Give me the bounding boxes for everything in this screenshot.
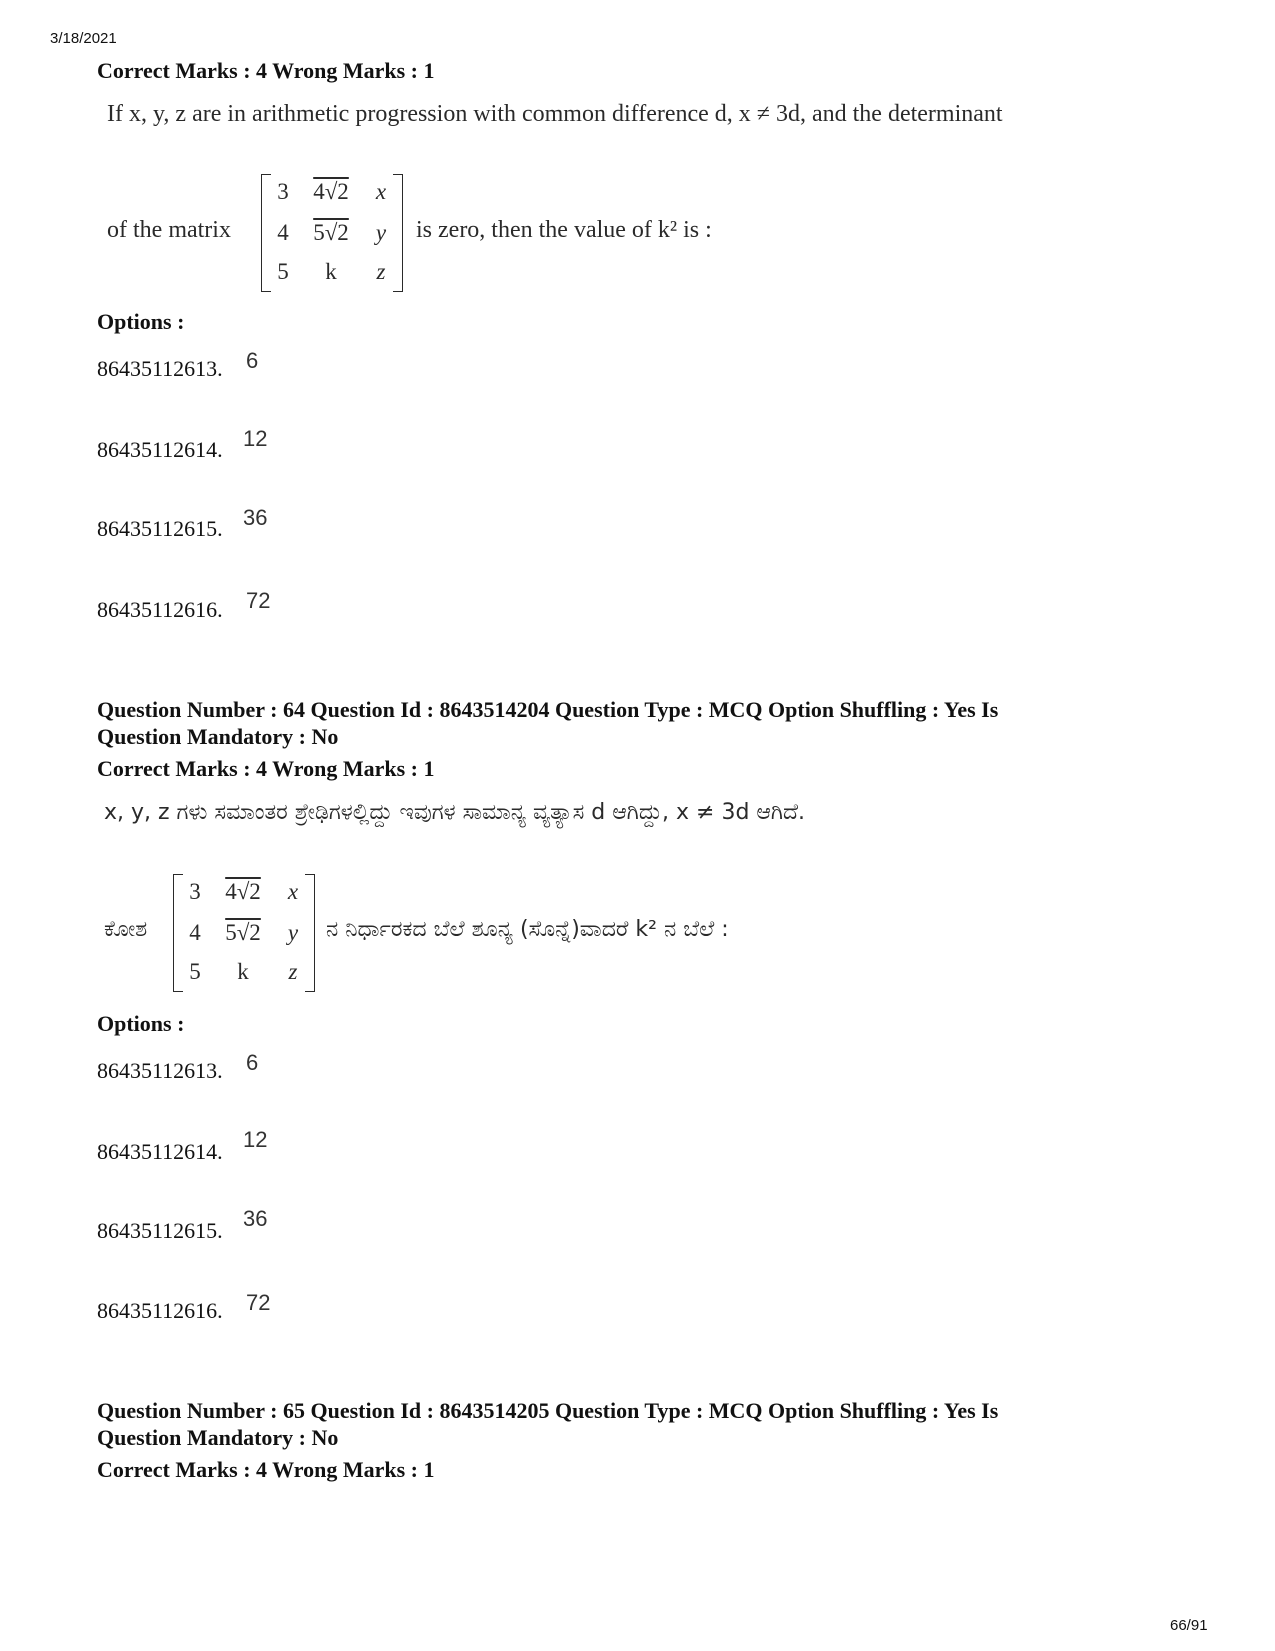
options-label: Options : [97,1011,185,1036]
question-stem-line1: x, y, z ಗಳು ಸಮಾಂತರ ಶ್ರೇಢಿಗಳಲ್ಲಿದ್ದು ಇವುಗಳ ಸಾಮಾನ್ಯ ವ್ಯತ್ಯಾಸ d ಆಗಿದ್ದು, x ≠ 3d ಆಗಿದೆ. [104,800,806,825]
marks-line: Correct Marks : 4 Wrong Marks : 1 [97,1457,435,1482]
matrix-cell: 4 [277,220,289,245]
matrix-cell: 5 [277,259,289,284]
matrix-cell: k [325,259,337,284]
options-label: Options : [97,309,185,334]
option-value: 36 [243,1206,268,1231]
option-id: 86435112615. [97,516,223,541]
matrix-right-bracket [305,874,315,992]
matrix-cell: z [376,259,386,284]
question-stem-prefix: ಕೋಶ [104,917,148,942]
matrix-cell: 4√2 [313,179,349,204]
matrix-right-bracket [393,174,403,292]
matrix-cell: y [375,220,387,245]
question-meta-line2: Question Mandatory : No [97,724,339,749]
option-value: 6 [246,348,259,373]
matrix-cell: 3 [277,179,289,204]
page-number: 66/91 [1170,1617,1208,1634]
matrix-cell: 4 [189,920,201,945]
option-value: 12 [243,426,268,451]
option-id: 86435112614. [97,437,223,462]
question-meta-line1: Question Number : 64 Question Id : 8643514204 Question Type : MCQ Option Shuffling : Yes Is [97,697,999,722]
matrix-cell: y [287,920,299,945]
matrix-left-bracket [261,174,271,292]
option-id: 86435112613. [97,1058,223,1083]
option-value: 6 [246,1050,259,1075]
question-meta-line2: Question Mandatory : No [97,1425,339,1450]
option-id: 86435112613. [97,356,223,381]
question-meta-line1: Question Number : 65 Question Id : 8643514205 Question Type : MCQ Option Shuffling : Yes Is [97,1398,999,1423]
option-id: 86435112615. [97,1218,223,1243]
option-id: 86435112616. [97,1298,223,1323]
question-stem-suffix: ನ ನಿರ್ಧಾರಕದ ಬೆಲೆ ಶೂನ್ಯ (ಸೊನ್ನೆ)ವಾದರೆ k² ನ ಬೆಲೆ : [326,917,729,942]
matrix-cell: x [287,879,299,904]
question-stem-line1: If x, y, z are in arithmetic progression with common difference d, x ≠ 3d, and the determinant [107,101,1003,127]
marks-line: Correct Marks : 4 Wrong Marks : 1 [97,58,435,83]
matrix-cell: 4√2 [225,879,261,904]
option-id: 86435112614. [97,1139,223,1164]
matrix-cell: 5√2 [225,920,261,945]
matrix-cell: z [288,959,298,984]
matrix-cell: x [375,179,387,204]
matrix-cell: k [237,959,249,984]
marks-line: Correct Marks : 4 Wrong Marks : 1 [97,756,435,781]
option-value: 12 [243,1127,268,1152]
option-value: 36 [243,505,268,530]
matrix-cell: 3 [189,879,201,904]
question-stem-prefix: of the matrix [107,217,231,243]
option-value: 72 [246,1290,271,1315]
matrix-left-bracket [173,874,183,992]
option-value: 72 [246,588,271,613]
determinant-matrix [261,174,403,290]
matrix-cell: 5 [189,959,201,984]
option-id: 86435112616. [97,597,223,622]
print-date: 3/18/2021 [50,30,117,47]
question-stem-suffix: is zero, then the value of k² is : [416,217,712,243]
determinant-matrix [173,874,315,990]
matrix-cell: 5√2 [313,220,349,245]
